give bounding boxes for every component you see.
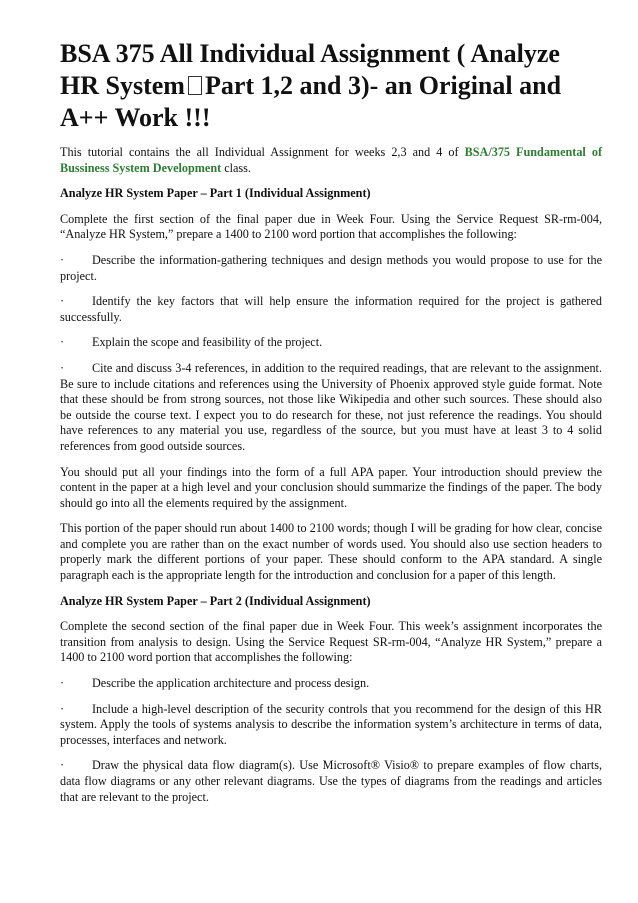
section-heading-part-1: Analyze HR System Paper – Part 1 (Individual Assignment) bbox=[60, 186, 371, 201]
bullet-symbol: · bbox=[60, 360, 65, 375]
bullet-item bbox=[60, 335, 602, 351]
body-paragraph: This portion of the paper should run about 1400 to 2100 words; though I will be grading for how clear, concise and complete you are rather than on the exact number of words used. You should also use section headers to properly mark the different portions of your paper. These should conform to the APA standard. A single paragraph each is the appropriate length for the introduction and conclusion for a paper of this length. bbox=[60, 521, 602, 583]
course-link[interactable]: BSA/375 Fundamental of Bussiness System Development bbox=[60, 145, 603, 175]
section-intro-part-1: Complete the first section of the final paper due in Week Four. Using the Service Request SR-rm-004, “Analyze HR System,” prepare a 1400 to 2100 word portion that accomplishes the following: bbox=[60, 211, 602, 242]
bullet-symbol: · bbox=[60, 335, 65, 350]
bullet-text: Describe the application architecture and process design. bbox=[92, 676, 370, 691]
bullet-symbol: · bbox=[60, 676, 65, 691]
bullet-item bbox=[60, 702, 602, 749]
bullet-text: Include a high-level description of the security controls that you recommend for the design of this HR system. Apply the tools of systems analysis to describe the information system’s architecture in terms of data, processes, interfaces and network. bbox=[60, 701, 602, 747]
bullet-item bbox=[60, 294, 602, 325]
bullet-text: Describe the information-gathering techniques and design methods you would propose to use for the project. bbox=[60, 252, 602, 283]
bullet-symbol: · bbox=[60, 252, 65, 267]
bullet-text: Explain the scope and feasibility of the project. bbox=[92, 335, 323, 350]
title-part-2: Part 1,2 and 3)- an Original and A++ Work !!! bbox=[60, 71, 562, 132]
bullet-symbol: · bbox=[60, 294, 65, 309]
body-paragraph: You should put all your findings into the form of a full APA paper. Your introduction should preview the content in the paper at a high level and your conclusion should summarize the findings of the paper. The body should go into all the elements required by the assignment. bbox=[60, 464, 602, 510]
intro-text-before: This tutorial contains the all Individual Assignment for weeks 2,3 and 4 of bbox=[60, 145, 465, 159]
section-heading-part-2: Analyze HR System Paper – Part 2 (Individual Assignment) bbox=[60, 593, 371, 608]
intro-paragraph bbox=[60, 145, 602, 176]
bullet-text: Identify the key factors that will help ensure the information required for the project is gathered successfully. bbox=[60, 294, 602, 324]
section-intro-part-2: Complete the second section of the final paper due in Week Four. This week’s assignment incorporates the transition from analysis to design. Using the Service Request SR-rm-004, “Analyze HR System,” prepare a 1400 to 2100 word portion that accomplishes the following: bbox=[60, 619, 602, 665]
bullet-symbol: · bbox=[60, 701, 65, 716]
bullet-text: Cite and discuss 3-4 references, in addition to the required readings, that are relevant to the assignment. Be sure to include citations and references using the University of Phoenix approved style guide format. Note that these should be from strong sources, not those like Wikipedia and other such sources. These should also be outside the course text. I expect you to do research for these, not just reference the readings. You should have references to any material you use, regardless of the source, but you must have at least 3 to 4 solid references from good outside sources. bbox=[60, 360, 602, 453]
bullet-text: Draw the physical data flow diagram(s). Use Microsoft® Visio® to prepare examples of flow charts, data flow diagrams or any other relevant diagrams. Use the types of diagrams from the readings and articles that are relevant to the project. bbox=[60, 758, 602, 804]
bullet-item bbox=[60, 758, 602, 805]
document-title bbox=[60, 38, 602, 134]
bullet-symbol: · bbox=[60, 758, 65, 773]
bullet-item bbox=[60, 253, 602, 284]
bullet-item bbox=[60, 361, 602, 455]
intro-text-after: class. bbox=[221, 160, 251, 175]
missing-glyph-box bbox=[188, 76, 202, 95]
bullet-item bbox=[60, 676, 602, 692]
title-part-1: BSA 375 All Individual Assignment ( Analyze HR System bbox=[60, 39, 560, 100]
